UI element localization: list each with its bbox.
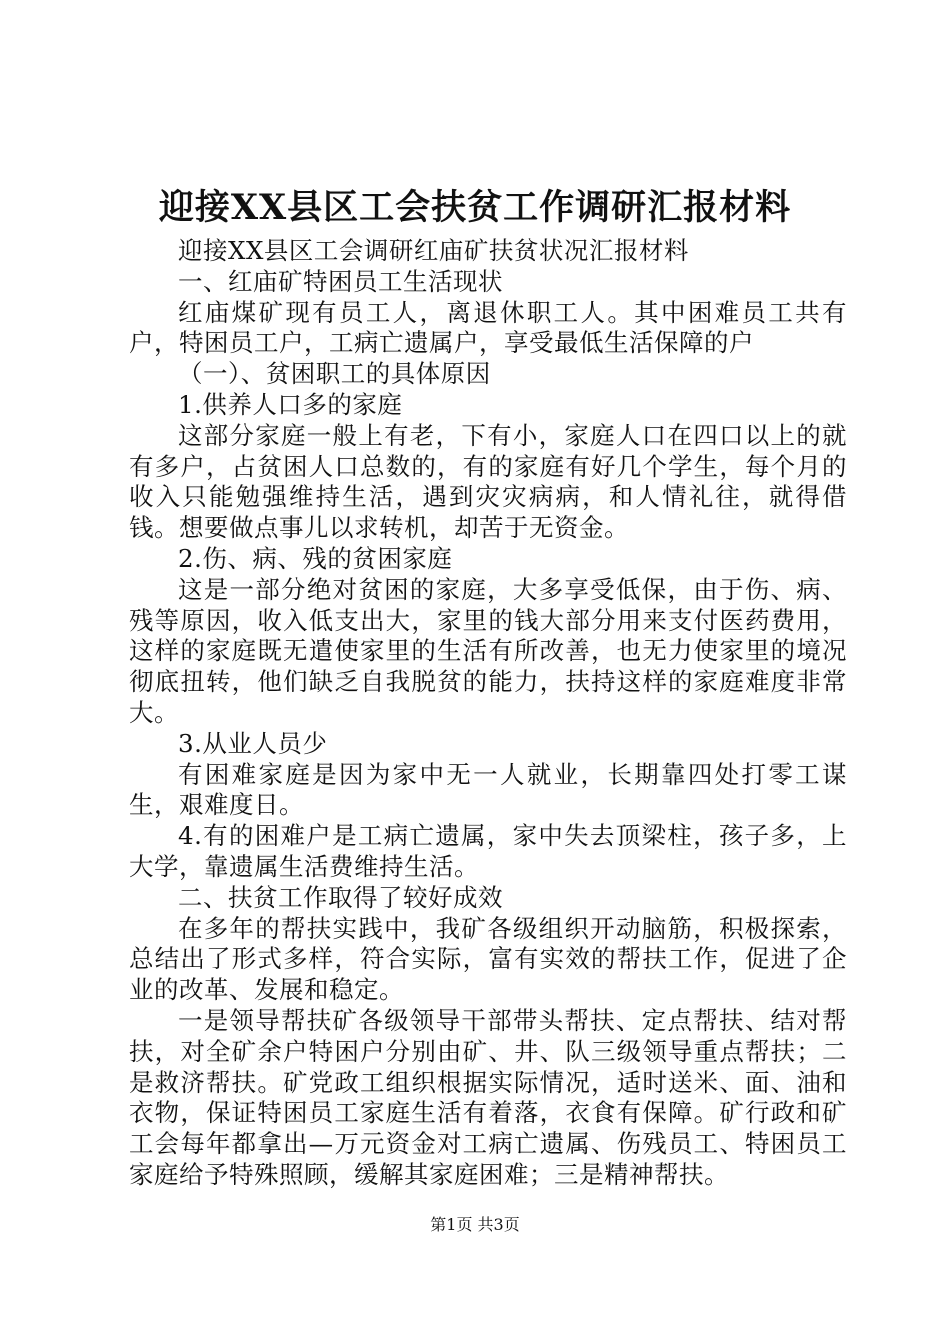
paragraph: 4.有的困难户是工病亡遗属，家中失去顶梁柱，孩子多，上大学，靠遗属生活费维持生活。	[129, 821, 847, 881]
paragraph: 这部分家庭一般上有老，下有小，家庭人口在四口以上的就有多户，占贫困人口总数的，有的家庭有好几个学生，每个月的收入只能勉强维持生活，遇到灾灾病病，和人情礼往，就得借钱。想要做点事儿以求转机，却苦于无资金。	[129, 420, 847, 543]
item-heading-2: 2.伤、病、残的贫困家庭	[178, 543, 453, 573]
subsection-heading: （一）、贫困职工的具体原因	[178, 359, 491, 389]
item-heading-3: 3.从业人员少	[178, 728, 328, 758]
document-body	[129, 236, 847, 1191]
section-heading-1: 一、红庙矿特困员工生活现状	[178, 266, 503, 296]
paragraph: 红庙煤矿现有员工人，离退休职工人。其中困难员工共有户，特困员工户，工病亡遗属户，享受最低生活保障的户	[129, 297, 847, 358]
paragraph: 有困难家庭是因为家中无一人就业，长期靠四处打零工谋生，艰难度日。	[129, 759, 847, 820]
item-heading-1: 1.供养人口多的家庭	[178, 389, 403, 419]
paragraph: 这是一部分绝对贫困的家庭，大多享受低保，由于伤、病、残等原因，收入低支出大，家里的钱大部分用来支付医药费用，这样的家庭既无遣使家里的生活有所改善，也无力使家里的境况彻底扭转，他们缺乏自我脱贫的能力，扶持这样的家庭难度非常大。	[129, 574, 847, 727]
paragraph: 一是领导帮扶矿各级领导干部带头帮扶、定点帮扶、结对帮扶，对全矿余户特困户分别由矿、井、队三级领导重点帮扶；二是救济帮扶。矿党政工组织根据实际情况，适时送米、面、油和衣物，保证特困员工家庭生活有着落，衣食有保障。矿行政和矿工会每年都拿出—万元资金对工病亡遗属、伤残员工、特困员工家庭给予特殊照顾，缓解其家庭困难；三是精神帮扶。	[129, 1005, 847, 1189]
document-title: 迎接XX县区工会扶贫工作调研汇报材料	[158, 187, 792, 228]
section-heading-2: 二、扶贫工作取得了较好成效	[178, 882, 503, 912]
paragraph: 在多年的帮扶实践中，我矿各级组织开动脑筋，积极探索，总结出了形式多样，符合实际，富有实效的帮扶工作，促进了企业的改革、发展和稳定。	[129, 913, 847, 1005]
paragraph-subtitle: 迎接XX县区工会调研红庙矿扶贫状况汇报材料	[178, 236, 689, 265]
page-footer: 第1页 共3页	[430, 1215, 520, 1234]
